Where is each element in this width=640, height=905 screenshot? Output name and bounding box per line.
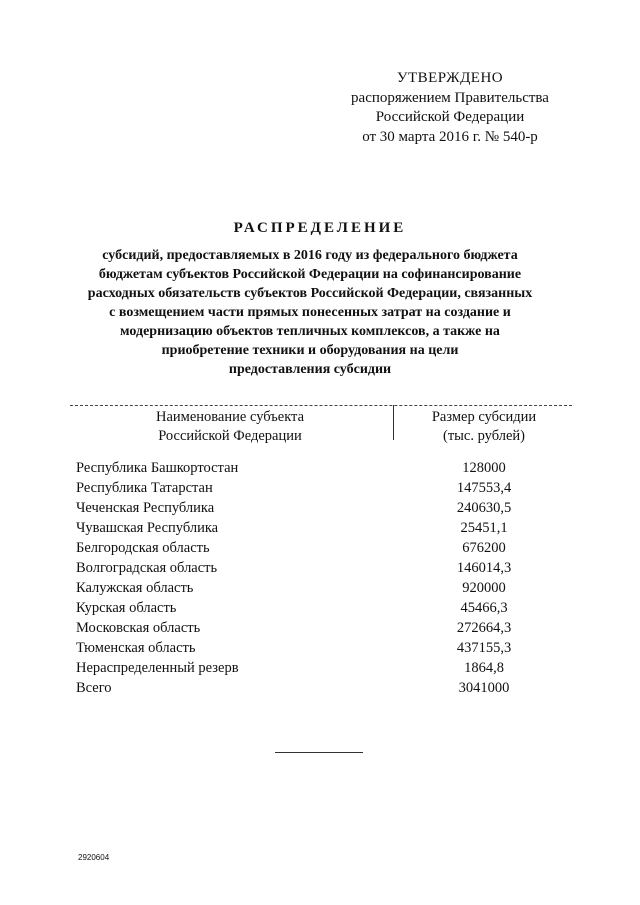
- subsidy-amount: 676200: [462, 540, 506, 556]
- document-end-rule: [275, 752, 363, 753]
- subsidy-amount: 128000: [462, 460, 506, 476]
- subtitle-line: расходных обязательств субъектов Российской Федерации, связанных: [87, 286, 533, 301]
- region-name: Чувашская Республика: [76, 520, 219, 536]
- subsidy-amount: 45466,3: [460, 600, 508, 616]
- subtitle-line: приобретение техники и оборудования на цели: [161, 343, 459, 358]
- approval-block: [330, 69, 570, 147]
- subtitle-line: предоставления субсидии: [228, 362, 392, 377]
- approval-line-1: распоряжением Правительства: [351, 89, 549, 106]
- subtitle-line: субсидий, предоставляемых в 2016 году из федерального бюджета: [102, 248, 518, 263]
- approval-line-3: от 30 марта 2016 г. № 540-р: [362, 128, 538, 145]
- table-row: [0, 598, 640, 618]
- table-row: [0, 538, 640, 558]
- region-name: Калужская область: [76, 580, 194, 596]
- region-name: Республика Башкортостан: [76, 460, 239, 476]
- table-row: [0, 638, 640, 658]
- subsidy-amount: 437155,3: [456, 640, 512, 656]
- region-name: Курская область: [76, 600, 177, 616]
- document-code: 2920604: [78, 853, 110, 862]
- approval-title: УТВЕРЖДЕНО: [396, 70, 504, 86]
- region-name: Тюменская область: [76, 640, 196, 656]
- subsidy-amount: 1864,8: [464, 660, 504, 676]
- approval-line-2: Российской Федерации: [375, 109, 525, 125]
- table-row: [0, 498, 640, 518]
- table-row: [0, 458, 640, 478]
- subsidy-amount: 25451,1: [460, 520, 508, 536]
- region-name: Нераспределенный резерв: [76, 660, 239, 676]
- column-header-name: [110, 408, 350, 445]
- column-header-name-line-2: Российской Федерации: [158, 427, 302, 444]
- subsidy-amount: 920000: [462, 580, 506, 596]
- document-title: РАСПРЕДЕЛЕНИЕ: [233, 220, 407, 236]
- column-header-amount-line-1: Размер субсидии: [431, 409, 537, 425]
- region-name: Московская область: [76, 620, 201, 636]
- total-label: Всего: [76, 680, 112, 696]
- table-top-rule: [70, 405, 572, 406]
- table-row: [0, 478, 640, 498]
- header-column-divider: [393, 405, 394, 440]
- column-header-name-line-1: Наименование субъекта: [155, 409, 305, 425]
- table-row: [0, 618, 640, 638]
- table-row-total: [0, 678, 640, 698]
- region-name: Белгородская область: [76, 540, 210, 556]
- subtitle-line: бюджетам субъектов Российской Федерации на софинансирование: [98, 267, 522, 282]
- table-row: [0, 518, 640, 538]
- subsidy-amount: 147553,4: [456, 480, 512, 496]
- column-header-amount: [396, 408, 572, 445]
- table-row: [0, 658, 640, 678]
- subsidy-amount: 272664,3: [456, 620, 512, 636]
- subtitle-line: с возмещением части прямых понесенных затрат на создание и: [109, 305, 511, 320]
- total-amount: 3041000: [458, 680, 510, 696]
- table-row: [0, 558, 640, 578]
- region-name: Республика Татарстан: [76, 480, 213, 496]
- subsidy-amount: 240630,5: [456, 500, 512, 516]
- document-subtitle: [60, 246, 560, 379]
- table-row: [0, 578, 640, 598]
- subtitle-line: модернизацию объектов тепличных комплексов, а также на: [120, 324, 500, 339]
- region-name: Чеченская Республика: [76, 500, 215, 516]
- column-header-amount-line-2: (тыс. рублей): [443, 427, 525, 444]
- subsidy-amount: 146014,3: [456, 560, 512, 576]
- region-name: Волгоградская область: [76, 560, 218, 576]
- subsidy-table-body: [0, 458, 640, 698]
